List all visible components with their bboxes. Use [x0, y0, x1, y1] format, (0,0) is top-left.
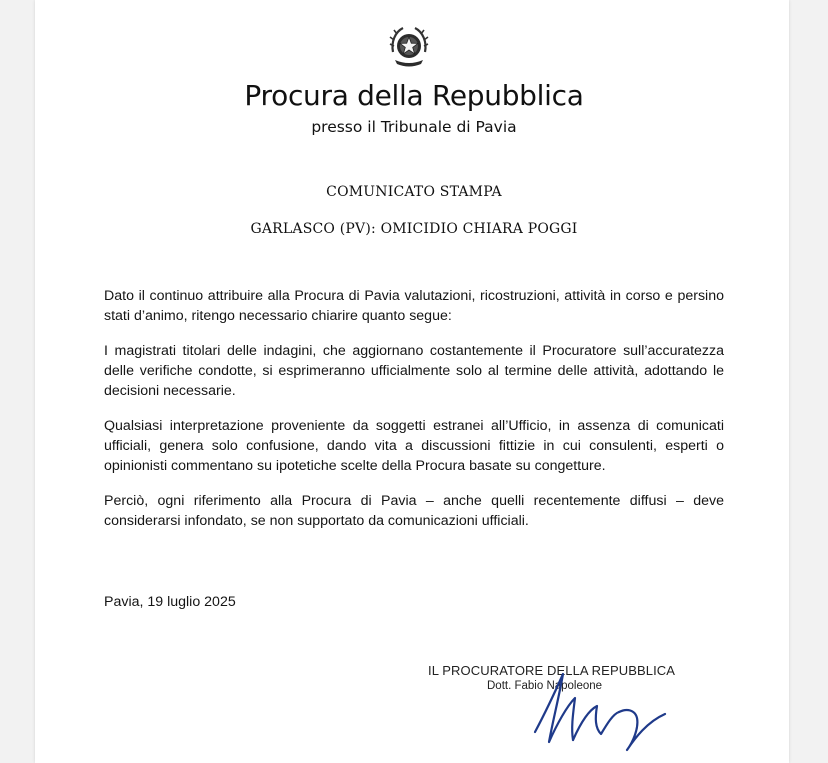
body-paragraph: Perciò, ogni riferimento alla Procura di Pavia – anche quelli recentemente diffusi – deve considerarsi infondato, se non supportato da comunicazioni ufficiali.: [104, 493, 724, 529]
body-paragraph: Dato il continuo attribuire alla Procura di Pavia valutazioni, ricostruzioni, attività in corso e persino stati d’animo, ritengo necessario chiarire quanto segue:: [104, 288, 724, 324]
document-type-heading: COMUNICATO STAMPA: [326, 184, 502, 200]
italian-republic-emblem-icon: [385, 22, 433, 70]
document-subject-heading: GARLASCO (PV): OMICIDIO CHIARA POGGI: [250, 221, 578, 237]
place-date: Pavia, 19 luglio 2025: [104, 594, 236, 610]
signatory-name: Dott. Fabio Napoleone: [487, 680, 603, 692]
page-subtitle: presso il Tribunale di Pavia: [311, 118, 517, 136]
body-paragraph: Qualsiasi interpretazione proveniente da soggetti estranei all’Ufficio, in assenza di comunicati ufficiali, genera solo confusione, dando vita a discussioni fittizie in cui consulenti, esperti o opinionisti commentano su ipotetiche scelte della Procura basate su congetture.: [104, 418, 724, 474]
document-body: [104, 286, 724, 546]
signatory-title: IL PROCURATORE DELLA REPUBBLICA: [428, 663, 676, 678]
page-title: Procura della Repubblica: [244, 79, 584, 112]
body-paragraph: I magistrati titolari delle indagini, che aggiornano costantemente il Procuratore sull’accuratezza delle verifiche condotte, si esprimeranno ufficialmente solo al termine delle attività, adottando le decisioni necessarie.: [104, 343, 724, 399]
handwritten-signature: [515, 662, 695, 757]
